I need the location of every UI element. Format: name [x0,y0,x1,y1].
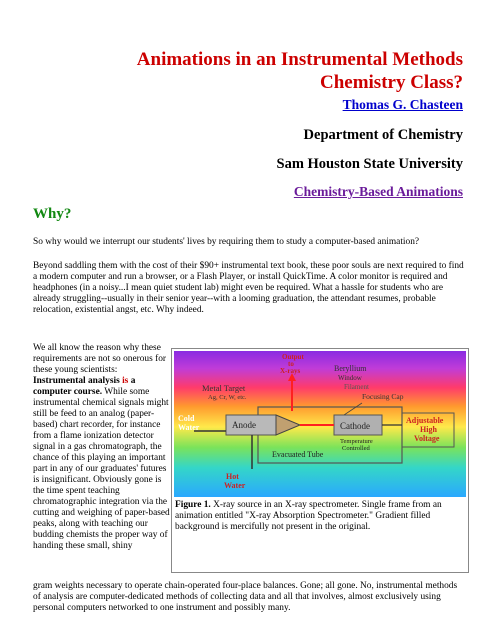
xrays-label-3: X-rays [280,367,301,375]
paragraph-3 [33,343,171,552]
temperature-label-1: Temperature [340,438,373,445]
figure-caption-label: Figure 1. [175,500,211,510]
cathode-label: Cathode [340,421,370,431]
paragraph-3-bold-b: a computer course. [33,376,136,397]
title-line-2: Chemistry Class? [319,72,463,93]
xrays-label-2: to [288,360,294,368]
figure-1 [171,348,469,573]
voltage-label-1: Adjustable [406,416,444,425]
figure-caption [175,500,463,533]
xray-source-diagram [174,351,466,497]
department-heading: Department of Chemistry [303,127,463,143]
paragraph-1: So why would we interrupt our students' lives by requiring them to study a computer-based animation? [33,237,420,247]
window-label: Window [338,374,362,382]
focusing-cap-label: Focusing Cap [362,392,404,401]
hot-water-label-2: Water [224,481,246,490]
cold-water-label-2: Water [178,423,200,432]
metal-target-sublabel: Ag, Cr, W, etc. [208,394,247,401]
cold-water-label-1: Cold [178,414,195,423]
beryllium-label: Beryllium [334,364,367,373]
metal-target-label: Metal Target [202,383,246,393]
anode-label: Anode [232,420,256,430]
university-heading: Sam Houston State University [276,156,463,172]
chemistry-animations-link[interactable]: Chemistry-Based Animations [293,184,463,199]
paragraph-4: gram weights necessary to operate chain-operated four-place balances. Gone; all gone. No, instrumental methods of analysis are computer-dedicated methods of collecting data and all that involves, almost exclusively using personal computers networked to one instrument and possibly many. [33,581,458,613]
section-heading-why: Why? [33,206,72,222]
voltage-label-2: High [420,425,437,434]
filament-label: Filament [344,383,369,391]
author-link[interactable]: Thomas G. Chasteen [342,97,463,112]
voltage-label-3: Voltage [414,434,440,443]
evacuated-tube-label: Evacuated Tube [272,450,324,459]
paragraph-3-bold-a: Instrumental analysis [33,376,123,386]
temperature-label-2: Controlled [342,445,370,452]
page-title [60,48,463,94]
title-line-1: Animations in an Instrumental Methods [136,49,463,70]
paragraph-3-intro: We all know the reason why these requirements are not so onerous for these young scientists: [33,343,167,375]
paragraph-3-emphasis-is: is [122,376,129,386]
hot-water-label-1: Hot [226,472,239,481]
figure-caption-text: X-ray source in an X-ray spectrometer. Single frame from an animation entitled "X-ray Absorption Spectrometer." Gradient filled background is mercifully not present in the original. [175,500,442,532]
xrays-label-1: Output [282,353,304,361]
paragraph-3-body: While some instrumental chemical signals might still be feed to an analog (paper-based) chart recorder, for instance from a flame ionization detector signal in a gas chromatograph, the chance of this playing an important part in any of our graduates' futures is insignificant. Obviously gone is the time spent teaching chromatographic integration via the cutting and weighing of paper-based peaks, along with teaching our budding chemists the proper way of handing these small, shiny [33,387,170,551]
paragraph-2: Beyond saddling them with the cost of their $90+ instrumental text book, these poor souls are next required to find a modern computer and run a browser, or a Flash Player, or install QuickTime. A color monitor is required and headphones (in a noisy...I mean quiet student lab) might even be required. What a hassle for students who are already struggling--usually in their senior year--with a looming graduation, the attendant resumes, probable relocation, existential angst, etc. Why indeed. [33,261,464,315]
